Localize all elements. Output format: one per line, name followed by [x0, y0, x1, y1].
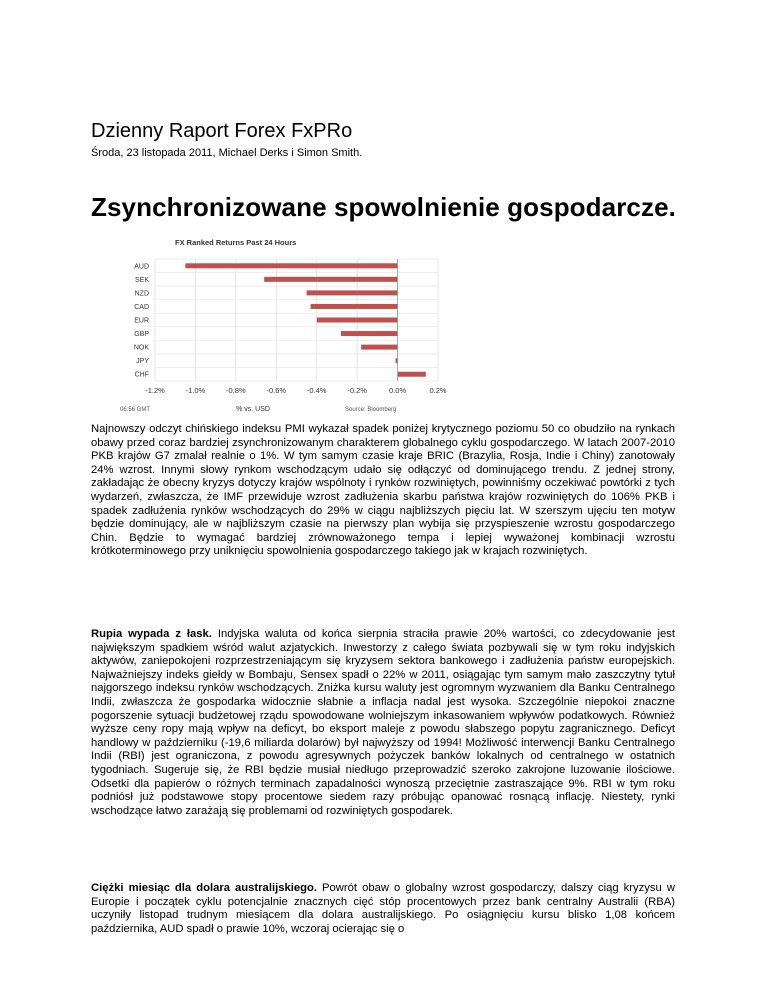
category-label: NZD [134, 290, 149, 298]
paragraph-2-lead: Rupia wypada z łask. [91, 628, 212, 640]
article-headline: Zsynchronizowane spowolnienie gospodarcze. [91, 192, 676, 222]
fx-returns-chart [120, 231, 448, 421]
paragraph-3-text: Powrót obaw o globalny wzrost gospodarczy, dalszy ciąg kryzysu w Europie i początek cyklu potencjalnie znacznych cięć stóp procentowych przez bank centralny Australii (RBA) uczyniły listopad trudnym miesiącem dla dolara australijskiego. Po osiągnięciu kursu blisko 1,08 końcem października, AUD spadł o prawie 10%, wczoraj ocierając się o [91, 882, 675, 935]
x-tick-label: -1.0% [185, 386, 206, 395]
bar-aud [185, 263, 397, 268]
x-tick-label: -0.2% [347, 386, 367, 395]
x-tick-label: -0.4% [306, 386, 327, 395]
bar-eur [317, 318, 398, 323]
x-axis-label: % vs. USD [236, 406, 270, 413]
paragraph-2-text: Indyjska waluta od końca sierpnia straciła prawie 20% wartości, co zdecydowanie jest największym spadkiem wśród walut azjatyckich. Inwestorzy z całego świata pozbywali się w tym roku indyjskich aktywów, zaniepokojeni rozprzestrzeniającym się kryzysem sektora bankowego i zadłużenia państw europejskich. Najważniejszy indeks giełdy w Bombaju, Sensex spadł o 22% w 2011, osiągając tym samym mało zaszczytny tytuł najgorszego indeksu rynków wschodzących. Zniżka kursu waluty jest ogromnym wyzwaniem dla Banku Centralnego Indii, zwłaszcza że gospodarka widocznie słabnie a inflacja nadal jest wysoka. Szczególnie niepokoi znaczne pogorszenie sytuacji budżetowej rządu spowodowane wolniejszym inkasowaniem wpływów podatkowych. Również wyższe ceny ropy mają wpływ na deficyt, bo eksport maleje z powodu słabszego popytu zagranicznego. Deficyt handlowy w październiku (-19,6 miliarda dolarów) był najwyższy od 1994! Możliwość interwencji Banku Centralnego Indii (RBI) jest ograniczona, z powodu agresywnych pożyczek banków lokalnych od centralnego w ostatnich tygodniach. Sugeruje się, że RBI będzie musiał niedługo przeprowadzić szeroko zakrojone luzowanie ilościowe. Odsetki dla papierów o różnych terminach zapadalności wynoszą przeciętnie zastraszające 9%. RBI w tym roku podniósł już podstawowe stopy procentowe siedem razy próbując opanować rosnącą inflację. Niestety, rynki wschodzące łatwo zarażają się problemami od rozwiniętych gospodarek. [91, 628, 675, 817]
paragraph-1 [91, 423, 675, 559]
footer-timestamp: 06:56 GMT [120, 407, 151, 413]
bar-nok [361, 345, 397, 350]
bar-nzd [307, 290, 398, 295]
x-tick-label: 0.2% [429, 386, 447, 395]
document-date-authors: Środa, 23 listopada 2011, Michael Derks i Simon Smith. [91, 147, 363, 159]
chart-svg [120, 231, 448, 421]
category-label: JPY [136, 358, 149, 366]
category-label: GBP [134, 331, 149, 339]
bar-gbp [341, 331, 398, 336]
x-tick-label: 0.0% [389, 386, 407, 395]
footer-source: Source: Bloomberg [345, 407, 397, 413]
category-label: AUD [134, 263, 149, 271]
bar-chf [398, 372, 426, 377]
x-tick-label: -1.2% [145, 386, 165, 395]
paragraph-2 [91, 628, 675, 818]
category-label: NOK [133, 344, 149, 352]
paragraph-1-text: Najnowszy odczyt chińskiego indeksu PMI wykazał spadek poniżej krytycznego poziomu 50 co obudziło na rynkach obawy przed coraz bardziej zsynchronizowanym charakterem globalnego cyklu gospodarczego. W latach 2007-2010 PKB krajów G7 zmalał realnie o 1%. W tym samym czasie kraje BRIC (Brazylia, Rosja, Indie i Chiny) zanotowały 24% wzrost. Innymi słowy rynkom wschodzącym udało się odłączyć od dominującego trendu. Z jednej strony, zakładając że obecny kryzys dotyczy krajów wspólnoty i rynków rozwiniętych, powinniśmy oczekiwać powtórki z tych wydarzeń, zwłaszcza, że IMF przewiduje wzrost zadłużenia skarbu państwa krajów rozwiniętych do 106% PKB i spadek zadłużenia rynków wschodzących do 29% w ciągu najbliższych pięciu lat. W szerszym ujęciu ten motyw będzie dominujący, ale w najbliższym czasie na pierwszy plan wybija się przyspieszenie wzrostu gospodarczego Chin. Będzie to wymagać bardziej zrównoważonego tempa i lepiej wyważonej kombinacji wzrostu krótkoterminowego przy uniknięciu spowolnienia gospodarczego takiego jak w krajach rozwiniętych. [91, 423, 675, 558]
category-label: SEK [134, 276, 149, 284]
bar-cad [311, 304, 398, 309]
bar-sek [264, 277, 397, 282]
category-label: EUR [134, 317, 149, 325]
document-title: Dzienny Raport Forex FxPRo [91, 120, 353, 142]
x-tick-label: -0.8% [226, 386, 246, 395]
paragraph-3 [91, 882, 675, 936]
category-label: CHF [134, 371, 149, 379]
chart-title: FX Ranked Returns Past 24 Hours [175, 238, 297, 247]
x-tick-label: -0.6% [266, 386, 287, 395]
paragraph-3-lead: Ciężki miesiąc dla dolara australijskiego. [91, 882, 317, 894]
category-label: CAD [134, 303, 149, 311]
